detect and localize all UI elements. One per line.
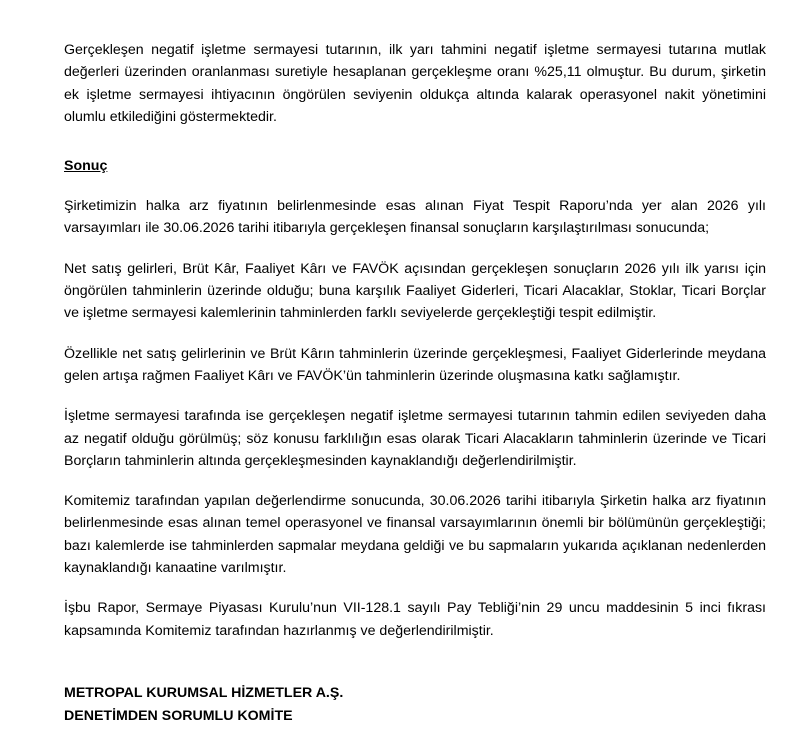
signature-company: METROPAL KURUMSAL HİZMETLER A.Ş. bbox=[64, 684, 344, 701]
signature-block bbox=[64, 682, 766, 728]
paragraph-working-capital: İşletme sermayesi tarafında ise gerçekleşen negatif işletme sermayesi tutarının tahmin edilen seviyeden daha az negatif olduğu görülmüş; söz konusu farklılığın esas olarak Ticari Alacakların tahminlerin üzerinde ve Ticari Borçların tahminlerin altında gerçekleşmesinden kaynaklandığı değerlendirilmiştir. bbox=[64, 408, 766, 469]
paragraph-conclusion-intro: Şirketimizin halka arz fiyatının belirlenmesinde esas alınan Fiyat Tespit Raporu’nda yer alan 2026 yılı varsayımları ile 30.06.2026 tarihi itibarıyla gerçekleşen finansal sonuçların karşılaştırılması sonucunda; bbox=[64, 198, 766, 237]
paragraph-net-sales: Net satış gelirleri, Brüt Kâr, Faaliyet Kârı ve FAVÖK açısından gerçekleşen sonuçların 2026 yılı ilk yarısı için öngörülen tahminlerin üzerinde olduğu; buna karşılık Faaliyet Giderleri, Ticari Alacaklar, Stoklar, Ticari Borçlar ve işletme sermayesi kalemlerinin tahminlerden farklı seviyelerde gerçekleştiği tespit edilmiştir. bbox=[64, 260, 766, 322]
paragraph-intro: Gerçekleşen negatif işletme sermayesi tutarının, ilk yarı tahmini negatif işletme sermayesi tutarına mutlak değerleri üzerinden oranlanması suretiyle hesaplanan gerçekleşme oranı %25,11 olmuştur. Bu durum, şirketin ek işletme sermayesi ihtiyacının öngörülen seviyenin oldukça altında kalarak operasyonel nakit yönetimini olumlu etkilediğini göstermektedir. bbox=[64, 42, 766, 125]
paragraph-report-basis: İşbu Rapor, Sermaye Piyasası Kurulu’nun VII-128.1 sayılı Pay Tebliği’nin 29 uncu maddesinin 5 inci fıkrası kapsamında Komitemiz tarafından hazırlanmış ve değerlendirilmiştir. bbox=[64, 600, 766, 639]
document-page bbox=[64, 39, 766, 728]
paragraph-committee-evaluation: Komitemiz tarafından yapılan değerlendirme sonucunda, 30.06.2026 tarihi itibarıyla Şirketin halka arz fiyatının belirlenmesinde esas alınan temel operasyonel ve finansal varsayımlarının önemli bir bölümünün gerçekleştiği; bazı kalemlerde ise tahminlerden sapmalar meydana geldiği ve bu sapmaların yukarıda açıklanan nedenlerden kaynaklandığı kanaatine varılmıştır. bbox=[64, 493, 766, 577]
section-heading-conclusion: Sonuç bbox=[64, 158, 108, 175]
paragraph-especially: Özellikle net satış gelirlerinin ve Brüt Kârın tahminlerin üzerinde gerçekleşmesi, Faaliyet Giderlerinde meydana gelen artışa rağmen Faaliyet Kârı ve FAVÖK’ün tahminlerin üzerinde oluşmasına katkı sağlamıştır. bbox=[64, 345, 766, 384]
signature-committee: DENETİMDEN SORUMLU KOMİTE bbox=[64, 707, 293, 724]
